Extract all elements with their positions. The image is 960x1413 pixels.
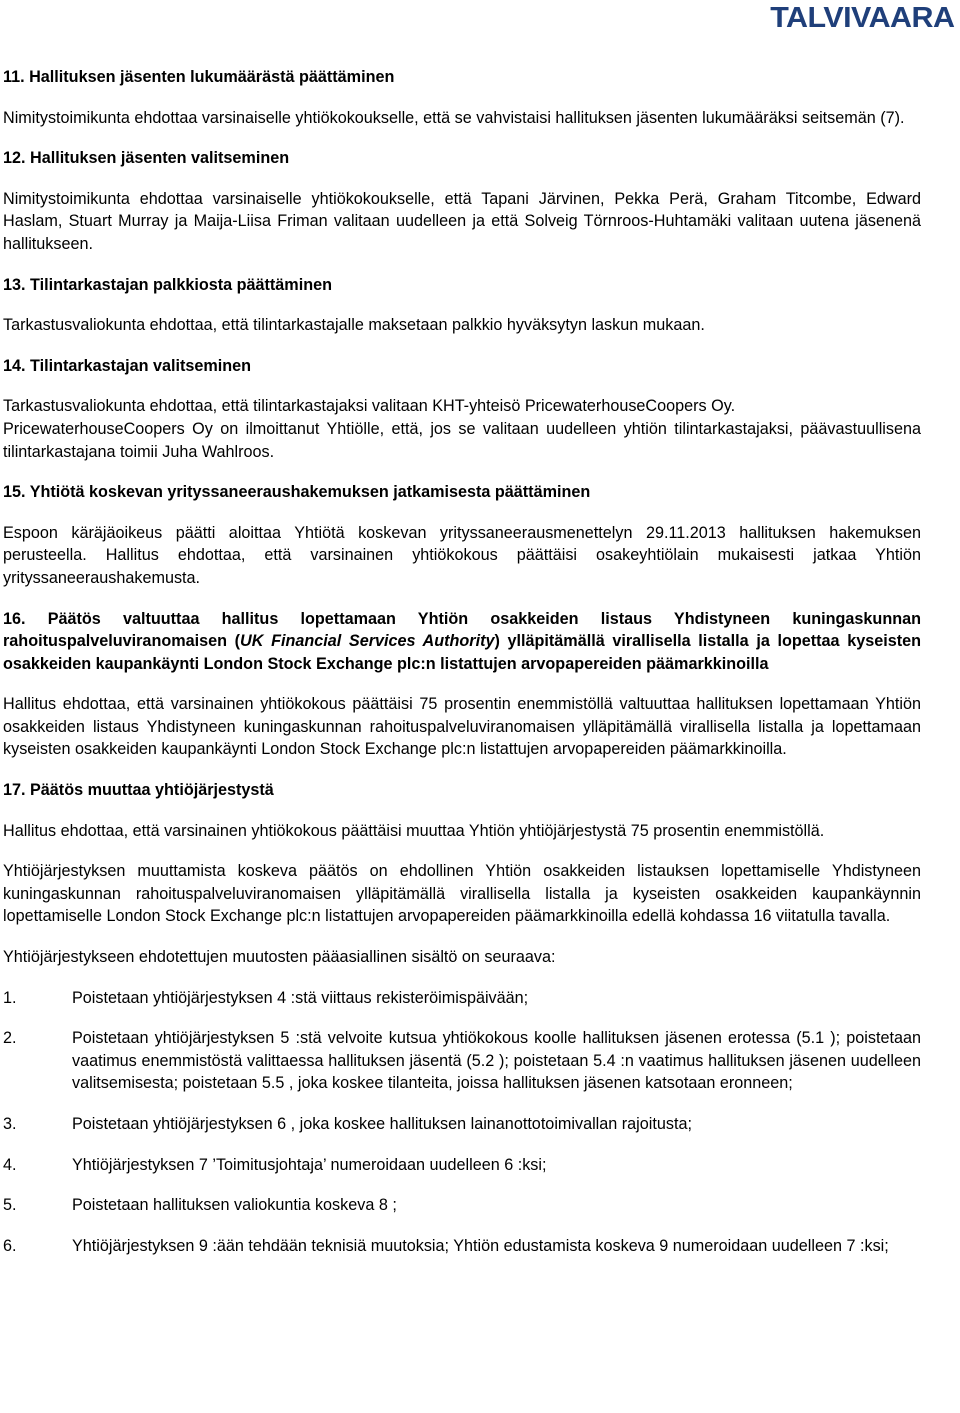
section-14-paragraph-1: Tarkastusvaliokunta ehdottaa, että tilintarkastajaksi valitaan KHT-yhteisö PricewaterhouseCoopers Oy. <box>3 397 736 416</box>
amendment-list-item <box>3 1113 921 1136</box>
talvivaara-logo: TALVIVAARA <box>769 2 954 34</box>
amendment-list-item <box>3 1194 921 1217</box>
section-16-heading-italic: UK Financial Services Authority <box>240 632 495 651</box>
section-14-paragraph-2: PricewaterhouseCoopers Oy on ilmoittanut Yhtiölle, että, jos se valitaan uudelleen yhtiön tilintarkastajaksi, päävastuullisena tilintarkastajana toimii Juha Wahlroos. <box>3 419 921 461</box>
list-item-text: Poistetaan yhtiöjärjestyksen 6 , joka koskee hallituksen lainanottotoimivallan rajoitusta; <box>72 1115 692 1133</box>
list-item-number: 4. <box>3 1155 17 1174</box>
section-12-heading: 12. Hallituksen jäsenten valitseminen <box>3 149 290 168</box>
section-16-heading-part-2: ) ylläpitämällä virallisella listalla ja lopettaa kyseisten osakkeiden kaupankäynti London Stock Exchange plc:n listattujen arvopapereiden päämarkkinoilla <box>3 632 921 673</box>
section-11-heading: 11. Hallituksen jäsenten lukumäärästä päättäminen <box>3 68 395 86</box>
amendment-list-item <box>3 1027 921 1095</box>
list-item-number: 6. <box>3 1236 17 1255</box>
section-11-paragraph: Nimitystoimikunta ehdottaa varsinaiselle yhtiökokoukselle, että se vahvistaisi hallituksen jäsenten lukumääräksi seitsemän (7). <box>3 108 905 127</box>
list-item-text: Yhtiöjärjestyksen 7 ’Toimitusjohtaja’ numeroidaan uudelleen 6 :ksi; <box>72 1155 547 1174</box>
list-item-number: 2. <box>3 1029 17 1048</box>
section-16-heading-part-1: 16. Päätös valtuuttaa hallitus lopettamaan Yhtiön osakkeiden listaus Yhdistyneen kuningaskunnan rahoituspalveluviranomaisen ( <box>3 609 921 651</box>
section-14-heading: 14. Tilintarkastajan valitseminen <box>3 356 252 375</box>
section-13-heading: 13. Tilintarkastajan palkkiosta päättäminen <box>3 275 332 294</box>
section-15-paragraph: Espoon käräjäoikeus päätti aloittaa Yhtiötä koskevan yrityssaneerausmenettelyn 29.11.2013 hallituksen hakemuksen perusteella. Hallitus ehdottaa, että varsinainen yhtiökokous päättäisi osakeyhtiölain mukaisesti jatkaa Yhtiön yrityssaneeraushakemusta. <box>3 523 921 587</box>
section-12-paragraph: Nimitystoimikunta ehdottaa varsinaiselle yhtiökokoukselle, että Tapani Järvinen, Pekka Perä, Graham Titcombe, Edward Haslam, Stuart Murray ja Maija-Liisa Friman valitaan uudelleen ja että Solveig Törnroos-Huhtamäki valitaan uutena jäsenenä hallitukseen. <box>3 189 921 253</box>
list-item-text: Yhtiöjärjestyksen 9 :ään tehdään teknisiä muutoksia; Yhtiön edustamista koskeva 9 numeroidaan uudelleen 7 :ksi; <box>72 1236 889 1255</box>
list-item-text: Poistetaan yhtiöjärjestyksen 5 :stä velvoite kutsua yhtiökokous koolle hallituksen jäsenen erotessa (5.1 ); poistetaan vaatimus enemmistöstä valittaessa hallituksen jäsentä (5.2 ); poistetaan 5.4 :n vaatimus hallituksen jäsenen uudelleen valitsemisesta; poistetaan 5.5 , joka koskee tilanteita, joissa hallituksen jäsenen katsotaan eronneen; <box>72 1029 921 1093</box>
amendment-list-item <box>3 1154 921 1177</box>
list-item-number: 5. <box>3 1196 17 1215</box>
section-15-heading: 15. Yhtiötä koskevan yrityssaneeraushakemuksen jatkamisesta päättäminen <box>3 483 591 502</box>
document-body <box>3 66 921 1275</box>
list-item-number: 3. <box>3 1115 17 1133</box>
section-17-paragraph-3: Yhtiöjärjestykseen ehdotettujen muutosten pääasiallinen sisältö on seuraava: <box>3 948 556 967</box>
amendment-list-item <box>3 1235 921 1258</box>
section-16-paragraph: Hallitus ehdottaa, että varsinainen yhtiökokous päättäisi 75 prosentin enemmistöllä valtuuttaa hallituksen lopettamaan Yhtiön osakkeiden listaus Yhdistyneen kuningaskunnan rahoituspalveluviranomaisen ylläpitämällä virallisella listalla ja lopettamaan kyseisten osakkeiden kaupankäynti London Stock Exchange plc:n listattujen arvopapereiden päämarkkinoilla. <box>3 695 921 759</box>
amendment-list-item <box>3 987 921 1010</box>
section-17-paragraph-2: Yhtiöjärjestyksen muuttamista koskeva päätös on ehdollinen Yhtiön osakkeiden listauksen lopettamiselle Yhdistyneen kuningaskunnan rahoituspalveluviranomaisen ylläpitämällä virallisella listalla ja kyseisten osakkeiden kaupankäynnin lopettamiselle London Stock Exchange plc:n listattujen arvopapereiden päämarkkinoilla edellä kohdassa 16 viitatulla tavalla. <box>3 862 921 926</box>
list-item-text: Poistetaan yhtiöjärjestyksen 4 :stä viittaus rekisteröimispäivään; <box>72 988 529 1007</box>
section-17-heading: 17. Päätös muuttaa yhtiöjärjestystä <box>3 781 274 800</box>
list-item-number: 1. <box>3 988 17 1007</box>
section-16-heading <box>3 608 921 676</box>
section-13-paragraph: Tarkastusvaliokunta ehdottaa, että tilintarkastajalle maksetaan palkkio hyväksytyn laskun mukaan. <box>3 316 705 335</box>
section-17-paragraph-1: Hallitus ehdottaa, että varsinainen yhtiökokous päättäisi muuttaa Yhtiön yhtiöjärjestystä 75 prosentin enemmistöllä. <box>3 821 825 840</box>
list-item-text: Poistetaan hallituksen valiokuntia koskeva 8 ; <box>72 1196 397 1215</box>
